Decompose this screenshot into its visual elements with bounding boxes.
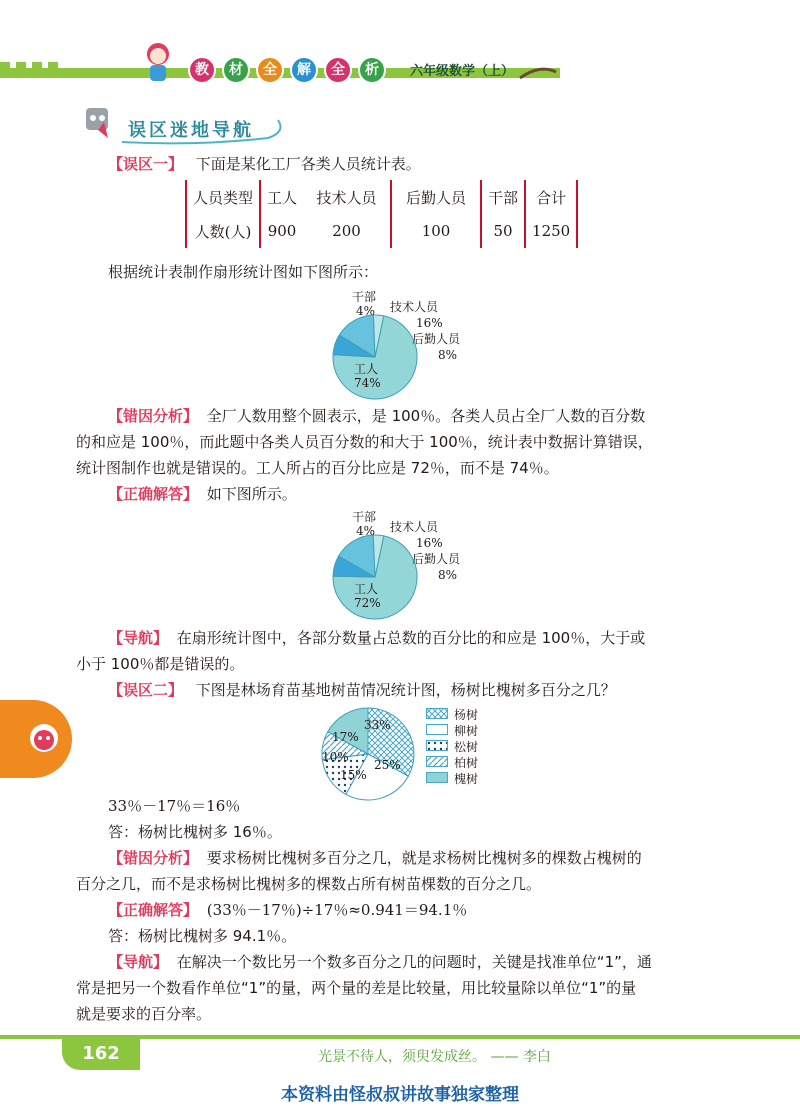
page-number: 162 [62,1038,140,1070]
pie2-label-logistics: 后勤人员 [412,552,461,566]
pie3-legend [426,706,486,786]
pie3-label-yang: 33% [364,718,391,732]
mistake1-line2: 根据统计表制作扇形统计图如下图所示： [108,263,379,281]
staff-stat-table [185,180,578,248]
mistake2-guide-line0 [108,952,652,972]
mistake1-guide-tag: 【导航】 [108,629,169,647]
table-cell: 50 [481,214,525,248]
mistake2-guide-line1: 常是把另一个数看作单位“1”的量，两个量的差是比较量，用比较量除以单位“1”的量 [76,979,637,997]
table-row [186,214,577,248]
mistake1-analysis-line1: 的和应是 100％，而此题中各类人员百分数的和大于 100％，统计表中数据计算错误， [76,433,653,451]
mistake2-answer-line [108,900,467,920]
table-cell: 人员类型 [186,180,260,214]
pie2-label-worker: 工人 [354,582,379,596]
mistake2-guide-text: 在解决一个数比另一个数多百分之几的问题时，关键是找准单位“1”，通 [176,953,652,971]
mistake2-analysis-line1: 百分之几，而不是求杨树比槐树多的棵数占所有树苗棵数的百分之几。 [76,875,542,893]
legend-item [426,722,486,738]
table-cell: 后勤人员 [391,180,481,214]
legend-label: 槐树 [454,772,479,786]
table-cell: 合计 [525,180,577,214]
pie1-label-cadre: 干部 [352,290,377,304]
mistake2-analysis-line0 [108,848,642,868]
pie2-label-worker-pct: 72% [354,596,381,610]
mistake2-calc: 33％－17％＝16％ [108,797,241,815]
pie1-label-worker-pct: 74% [354,376,381,390]
fox-mascot-icon [0,700,72,778]
mistake1-answer-text: 如下图所示。 [206,485,297,503]
legend-item [426,770,486,786]
table-cell: 900 [260,214,303,248]
mistake2-answer-text: (33％－17％)÷17％≈0.941＝94.1％ [206,901,468,919]
mistake2-wrong-answer: 答：杨树比槐树多 16％。 [108,823,282,841]
legend-label: 柳树 [454,724,479,738]
pie1-label-logistics-pct: 8% [438,348,458,362]
footer-credit: 本资料由怪叔叔讲故事独家整理 [281,1085,519,1105]
legend-item [426,738,486,754]
legend-item [426,706,486,722]
pie1-label-tech: 技术人员 [390,300,439,314]
pie1-label-worker: 工人 [354,362,379,376]
table-cell: 工人 [260,180,303,214]
pie2-label-cadre-pct: 4% [356,524,376,538]
section-title: 误区迷地导航 [128,120,254,141]
mistake2-line [108,680,616,700]
header-title-char: 材 [222,56,250,84]
table-cell: 干部 [481,180,525,214]
mistake2-analysis-tag: 【错因分析】 [108,849,199,867]
mistake1-line [108,154,421,174]
table-row [186,180,577,214]
legend-item [426,754,486,770]
mistake2-analysis-text: 要求杨树比槐树多百分之几，就是求杨树比槐树多的棵数占槐树的 [206,849,642,867]
mistake2-text: 下图是林场育苗基地树苗情况统计图，杨树比槐树多百分之几？ [195,681,616,699]
pie3-label-huai: 17% [332,730,359,744]
footer-quote: 光景不待人，须臾发成丝。 —— 李白 [318,1049,551,1065]
pie1-label-tech-pct: 16% [416,316,443,330]
table-cell: 100 [391,214,481,248]
mistake2-answer-tag: 【正确解答】 [108,901,199,919]
pie2-label-cadre: 干部 [352,510,377,524]
legend-label: 杨树 [454,708,479,722]
mistake2-tag: 【误区二】 [108,681,184,699]
pie3-label-bai: 10% [322,750,349,764]
pie3-label-liu: 25% [374,758,401,772]
legend-label: 柏树 [454,756,479,770]
mistake1-guide-text: 在扇形统计图中，各部分数量占总数的百分比的和应是 100％，大于或 [176,629,646,647]
mistake1-answer-line [108,484,297,504]
robot-mascot-icon [78,102,118,142]
mistake2-answer-final: 答：杨树比槐树多 94.1％。 [108,927,297,945]
pie1-label-logistics: 后勤人员 [412,332,461,346]
legend-label: 松树 [454,740,479,754]
header-title-char: 解 [290,56,318,84]
mistake2-guide-tag: 【导航】 [108,953,169,971]
side-tab [0,700,72,778]
mistake1-tag: 【误区一】 [108,155,184,173]
mistake1-analysis-line2: 统计图制作也就是错误的。工人所占的百分比应是 72％，而不是 74％。 [76,459,559,477]
table-cell: 1250 [525,214,577,248]
mascot-girl-icon [140,40,176,84]
pie2-label-logistics-pct: 8% [438,568,458,582]
header-title-char: 全 [324,56,352,84]
table-cell: 技术人员 [316,188,377,207]
header-title-char: 析 [358,56,386,84]
mistake1-analysis-text: 全厂人数用整个圆表示，是 100％。各类人员占全厂人数的百分数 [206,407,646,425]
pie3-label-song: 15% [340,768,367,782]
pie2-label-tech-pct: 16% [416,536,443,550]
mistake1-guide-line0 [108,628,645,648]
mistake1-analysis-tag: 【错因分析】 [108,407,199,425]
table-cell: 人数(人) [186,214,260,248]
header-title-char: 全 [256,56,284,84]
table-cell: 200 [332,222,361,240]
pie1-label-cadre-pct: 4% [356,304,376,318]
mistake1-answer-tag: 【正确解答】 [108,485,199,503]
pie2-label-tech: 技术人员 [390,520,439,534]
header-title-char: 教 [188,56,216,84]
mistake1-analysis-line0 [108,406,645,426]
mistake2-guide-line2: 就是要求的百分率。 [76,1005,212,1023]
mistake1-text: 下面是某化工厂各类人员统计表。 [195,155,421,173]
header-subtitle: 六年级数学（上） [410,64,515,79]
mistake1-guide-line1: 小于 100％都是错误的。 [76,655,245,673]
